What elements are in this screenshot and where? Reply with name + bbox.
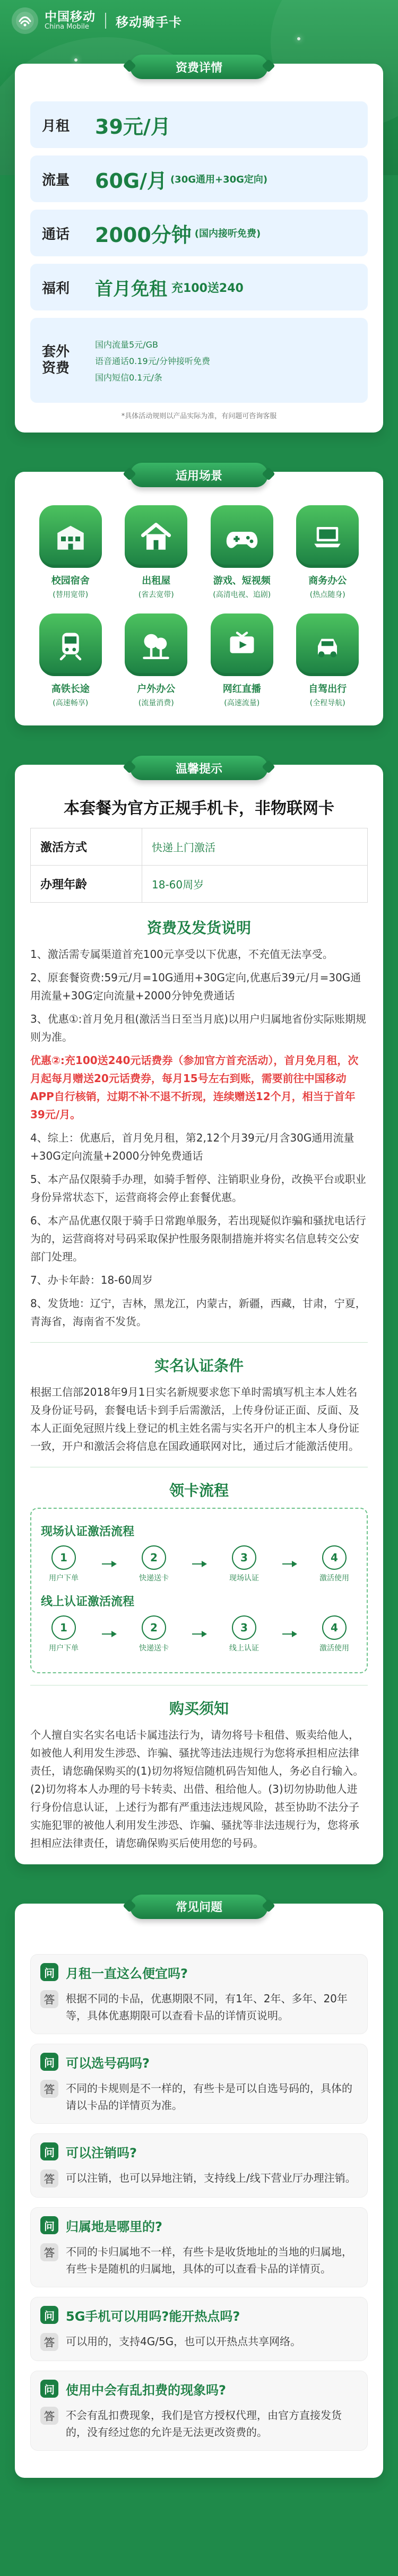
- faq-list: [30, 1934, 368, 2466]
- faq-answer-text: 不同的卡规则是不一样的，有些卡是可以自选号码的，具体的请以卡品的详情页为准。: [66, 2081, 352, 2112]
- real-name-title: 实名认证条件: [154, 1357, 244, 1375]
- answer-badge-icon: 答: [40, 1990, 58, 2008]
- info-value: 18-60周岁: [142, 866, 368, 903]
- section-divider: [30, 1342, 368, 1343]
- scene-subtitle: (替用宽带): [53, 591, 89, 599]
- fee-other-line: 语音通话0.19元/分钟接听免费: [95, 356, 211, 366]
- scene-title: 自驾出行: [308, 684, 347, 695]
- arrow-icon: [282, 1633, 296, 1635]
- scene-item: [290, 613, 366, 708]
- fee-value: 2000分钟: [95, 223, 192, 247]
- fee-rule-highlight: 优惠②:充100送240元话费券（参加官方首充活动），首月免月租，次月起每月赠送20元话费券，每月15号左右到账，需要前往中国移动APP自行核销，过期不补不退不折现，连续赠送12个月，相当于首年39元/月。: [30, 1054, 359, 1121]
- scene-item: [32, 505, 109, 600]
- faq-answer-text: 根据不同的卡品，优惠期限不同，有1年、2年、多年、20年等，具体优惠期限可以查看卡品的详情页说明。: [66, 1992, 348, 2022]
- fee-other-line: 国内流量5元/GB: [95, 339, 158, 350]
- step-label: 线上认证: [229, 1644, 259, 1653]
- flow-box: [30, 1508, 368, 1673]
- flow-step: [221, 1615, 267, 1653]
- car-icon: [296, 613, 359, 676]
- china-mobile-logo-icon: [12, 7, 38, 34]
- flow-step: [312, 1545, 357, 1583]
- faq-answer-text: 不会有乱扣费现象，我们是官方授权代理，由官方直接发货的，没有经过您的允许是无法更改资费的。: [66, 2408, 342, 2439]
- faq-item: [30, 2044, 368, 2124]
- laptop-icon: [296, 505, 359, 568]
- faq-item: [30, 2133, 368, 2198]
- fee-rule: 7、办卡年龄：18-60周岁: [30, 1274, 153, 1286]
- purchase-text: 个人擅自实名实名电话卡属违法行为，请勿将号卡租借、贩卖给他人，如被他人利用发生涉恐、诈骗、骚扰等违法违规行为您将承担相应法律责任，请您确保购买的(1)切勿将短信随机码告知他人，务必自行输入。(2)切勿将本人办理的号卡转卖、出借、租给他人。(3)切勿协助他人进行身份信息认证，上述行为都有严重违法违规风险，甚至协助不法分子实施犯罪的被他人利用发生涉恐、诈骗、骚扰等非法违规行为，您将承担相应法律责任，请您确保购买后使用您的号码。: [30, 1728, 364, 1849]
- purchase-title: 购买须知: [169, 1699, 229, 1717]
- step-label: 快递送卡: [139, 1644, 169, 1653]
- fee-rule: 8、发货地：辽宁，吉林，黑龙江，内蒙古，新疆，西藏，甘肃，宁夏，青海省，海南省不发货。: [30, 1297, 366, 1328]
- scene-item: [118, 505, 195, 600]
- step-4-icon: 4: [322, 1545, 347, 1570]
- faq-question: [31, 2297, 367, 2333]
- flow-step: [221, 1545, 267, 1583]
- flow-steps: [41, 1545, 357, 1583]
- question-badge-icon: 问: [40, 2216, 58, 2234]
- scenes-ribbon: 适用场景: [130, 463, 268, 487]
- fee-extra: 充100送240: [171, 281, 244, 295]
- brand-divider: [105, 13, 106, 29]
- answer-badge-icon: 答: [40, 2407, 58, 2425]
- faq-question: [31, 2044, 367, 2080]
- step-label: 用户下单: [49, 1644, 79, 1653]
- flow-step: [131, 1545, 177, 1583]
- fee-row-call: [30, 210, 368, 256]
- step-3-icon: 3: [232, 1545, 256, 1570]
- faq-question: [31, 2208, 367, 2243]
- tips-panel: [15, 762, 383, 1864]
- info-key: 办理年龄: [31, 866, 142, 903]
- flow-step: [41, 1545, 86, 1583]
- answer-badge-icon: 答: [40, 2333, 58, 2351]
- scene-subtitle: (流量消费): [138, 699, 174, 707]
- faq-answer: [31, 2407, 367, 2450]
- faq-question-text: 可以注销吗?: [66, 2145, 137, 2160]
- arrow-icon: [282, 1563, 296, 1564]
- scene-item: [32, 613, 109, 708]
- fee-label-line2: 资费: [42, 360, 70, 376]
- arrow-icon: [192, 1563, 206, 1564]
- fee-label-line1: 套外: [42, 343, 70, 360]
- scene-subtitle: (热点随身): [309, 591, 345, 599]
- scene-item: [118, 613, 195, 708]
- fee-value: 首月免租: [95, 278, 167, 300]
- tv-icon: [211, 613, 273, 676]
- scene-item: [204, 613, 280, 708]
- fee-label: 福利: [42, 280, 70, 297]
- step-label: 激活使用: [319, 1644, 349, 1653]
- fee-label: 月租: [42, 118, 70, 134]
- scene-subtitle: (全程导航): [309, 699, 345, 707]
- scene-title: 商务办公: [308, 575, 347, 586]
- scene-title: 出租屋: [142, 575, 171, 586]
- sparkle-decoration: [329, 74, 332, 77]
- flow-name: 现场认证激活流程: [41, 1525, 135, 1538]
- answer-badge-icon: 答: [40, 2243, 58, 2261]
- product-name: 移动骑手卡: [116, 14, 182, 30]
- faq-answer: [31, 1990, 367, 2034]
- faq-question: [31, 2134, 367, 2169]
- scene-title: 校园宿舍: [51, 575, 90, 586]
- faq-question: [31, 1955, 367, 1990]
- fee-value: 39元/月: [95, 115, 171, 139]
- faq-question-text: 5G手机可以用吗?能开热点吗?: [66, 2309, 240, 2324]
- step-2-icon: 2: [142, 1545, 166, 1570]
- faq-item: [30, 2297, 368, 2361]
- house-icon: [125, 505, 187, 568]
- fee-value: 60G/月: [95, 169, 167, 193]
- faq-answer: [31, 2333, 367, 2361]
- faq-item: [30, 2207, 368, 2287]
- gamepad-icon: [211, 505, 273, 568]
- fees-note: *具体活动规则以产品实际为准，有问题可咨询客服: [121, 412, 277, 420]
- scene-item: [204, 505, 280, 600]
- step-1-icon: 1: [51, 1545, 76, 1570]
- faq-answer-text: 可以用的，支持4G/5G，也可以开热点共享网络。: [66, 2335, 301, 2348]
- fee-row-monthly: [30, 101, 368, 148]
- faq-question: [31, 2371, 367, 2407]
- scene-title: 户外办公: [137, 684, 176, 695]
- faq-answer-text: 可以注销，也可以异地注销，支持线上/线下营业厅办理注销。: [66, 2171, 356, 2184]
- brand: [12, 7, 182, 34]
- step-4-icon: 4: [322, 1615, 347, 1640]
- faq-panel: [15, 1901, 383, 2478]
- question-badge-icon: 问: [40, 2306, 58, 2324]
- faq-item: [30, 1954, 368, 2034]
- fee-extra: (国内接听免费): [194, 228, 261, 239]
- scenes-panel: [15, 469, 383, 725]
- question-badge-icon: 问: [40, 2142, 58, 2160]
- scene-subtitle: (高速畅享): [53, 699, 89, 707]
- step-3-icon: 3: [232, 1615, 256, 1640]
- fee-label-other: [42, 344, 95, 377]
- question-badge-icon: 问: [40, 2053, 58, 2071]
- arrow-icon: [192, 1633, 206, 1635]
- flow-steps: [41, 1615, 357, 1653]
- scenes-grid: [30, 502, 368, 713]
- faq-ribbon: 常见问题: [130, 1895, 268, 1919]
- flow-step: [312, 1615, 357, 1653]
- flow-step: [41, 1615, 86, 1653]
- fee-label: 流量: [42, 172, 70, 188]
- scene-subtitle: (省去宽带): [138, 591, 174, 599]
- faq-answer: [31, 2080, 367, 2123]
- info-key: 激活方式: [31, 828, 142, 866]
- tips-ribbon: 温馨提示: [130, 756, 268, 780]
- answer-badge-icon: 答: [40, 2169, 58, 2188]
- scene-item: [290, 505, 366, 600]
- faq-question-text: 使用中会有乱扣费的现象吗?: [66, 2382, 226, 2398]
- faq-question-text: 归属地是哪里的?: [66, 2219, 162, 2234]
- fee-rule: 1、激活需专属渠道首充100元享受以下优惠，不充值无法享受。: [30, 948, 333, 961]
- flow-name: 线上认证激活流程: [41, 1595, 135, 1609]
- step-label: 用户下单: [49, 1574, 79, 1583]
- info-value: 快递上门激活: [142, 828, 368, 866]
- scene-subtitle: (高清电视、追剧): [213, 591, 271, 599]
- fee-row-benefit: [30, 264, 368, 310]
- question-badge-icon: 问: [40, 2380, 58, 2398]
- step-1-icon: 1: [51, 1615, 76, 1640]
- faq-question-text: 月租一直这么便宜吗?: [66, 1966, 188, 1981]
- step-label: 现场认证: [229, 1574, 259, 1583]
- faq-answer: [31, 2243, 367, 2287]
- step-2-icon: 2: [142, 1615, 166, 1640]
- flow-step: [131, 1615, 177, 1653]
- fee-rule: 4、综上：优惠后，首月免月租，第2,12个月39元/月含30G通用流量+30G定向流量+2000分钟免费通话: [30, 1131, 354, 1162]
- fee-row-other: [30, 318, 368, 403]
- fee-rule: 6、本产品优惠仅限于骑手日常跑单服务，若出现疑似诈骗和骚扰电话行为的，运营商将对号码采取保护性服务限制措施并将实名信息转交公安部门处理。: [30, 1214, 366, 1263]
- train-icon: [39, 613, 102, 676]
- fee-rule: 3、优惠①:首月免月租(激活当日至当月底)以用户归属地省份实际账期规则为准。: [30, 1013, 366, 1043]
- fee-other-lines: [95, 338, 210, 383]
- faq-answer: [31, 2169, 367, 2197]
- scene-title: 游戏、短视频: [213, 575, 271, 586]
- step-label: 快递送卡: [139, 1574, 169, 1583]
- real-name-text: 根据工信部2018年9月1日实名新规要求您下单时需填写机主本人姓名及身份证号码，套餐电话卡到手后需激活，上传身份证正面、反面、及本人正面免冠照片线上登记的机主姓名需与实名开户的机主本人身份证一致，开户和激活会将信息在国政通联网对比，通过后才能激活使用。: [30, 1386, 359, 1453]
- step-label: 激活使用: [319, 1574, 349, 1583]
- question-badge-icon: 问: [40, 1963, 58, 1981]
- brand-name-cn: 中国移动: [45, 10, 96, 24]
- faq-question-text: 可以选号码吗?: [66, 2055, 150, 2071]
- info-row: [31, 866, 368, 903]
- arrow-icon: [102, 1633, 116, 1635]
- fee-rules-title: 资费及发货说明: [146, 919, 251, 937]
- fee-rules: [30, 945, 368, 1330]
- fee-rule: 2、原套餐资费:59元/月=10G通用+30G定向,优惠后39元/月=30G通用流量+30G定向流量+2000分钟免费通话: [30, 971, 361, 1002]
- scene-subtitle: (高速流量): [224, 699, 260, 707]
- brand-name-en: China Mobile: [45, 23, 89, 31]
- fee-other-line: 国内短信0.1元/条: [95, 372, 162, 383]
- fees-ribbon: 资费详情: [130, 55, 268, 79]
- fee-extra: (30G通用+30G定向): [170, 174, 268, 185]
- info-row: [31, 828, 368, 866]
- arrow-icon: [102, 1563, 116, 1564]
- scene-title: 高铁长途: [51, 684, 90, 695]
- sparkle-decoration: [297, 37, 300, 40]
- flow-title: 领卡流程: [169, 1482, 229, 1499]
- info-table: [30, 828, 368, 903]
- fee-label: 通话: [42, 226, 70, 243]
- tree-icon: [125, 613, 187, 676]
- faq-item: [30, 2371, 368, 2451]
- fees-panel: [15, 61, 383, 433]
- scene-title: 网红直播: [222, 684, 261, 695]
- tips-title: 本套餐为官方正规手机卡，非物联网卡: [64, 799, 334, 818]
- fee-rule: 5、本产品仅限骑手办理，如骑手暂停、注销职业身份，改换平台或职业身份异常状态下，运营商将会停止套餐优惠。: [30, 1173, 366, 1204]
- faq-answer-text: 不同的卡归属地不一样，有些卡是收货地址的当地的归属地，有些卡是随机的归属地，具体的可以查看卡品的详情页。: [66, 2245, 352, 2275]
- school-icon: [39, 505, 102, 568]
- answer-badge-icon: 答: [40, 2080, 58, 2098]
- fee-row-data: [30, 155, 368, 202]
- sparkle-decoration: [74, 58, 77, 62]
